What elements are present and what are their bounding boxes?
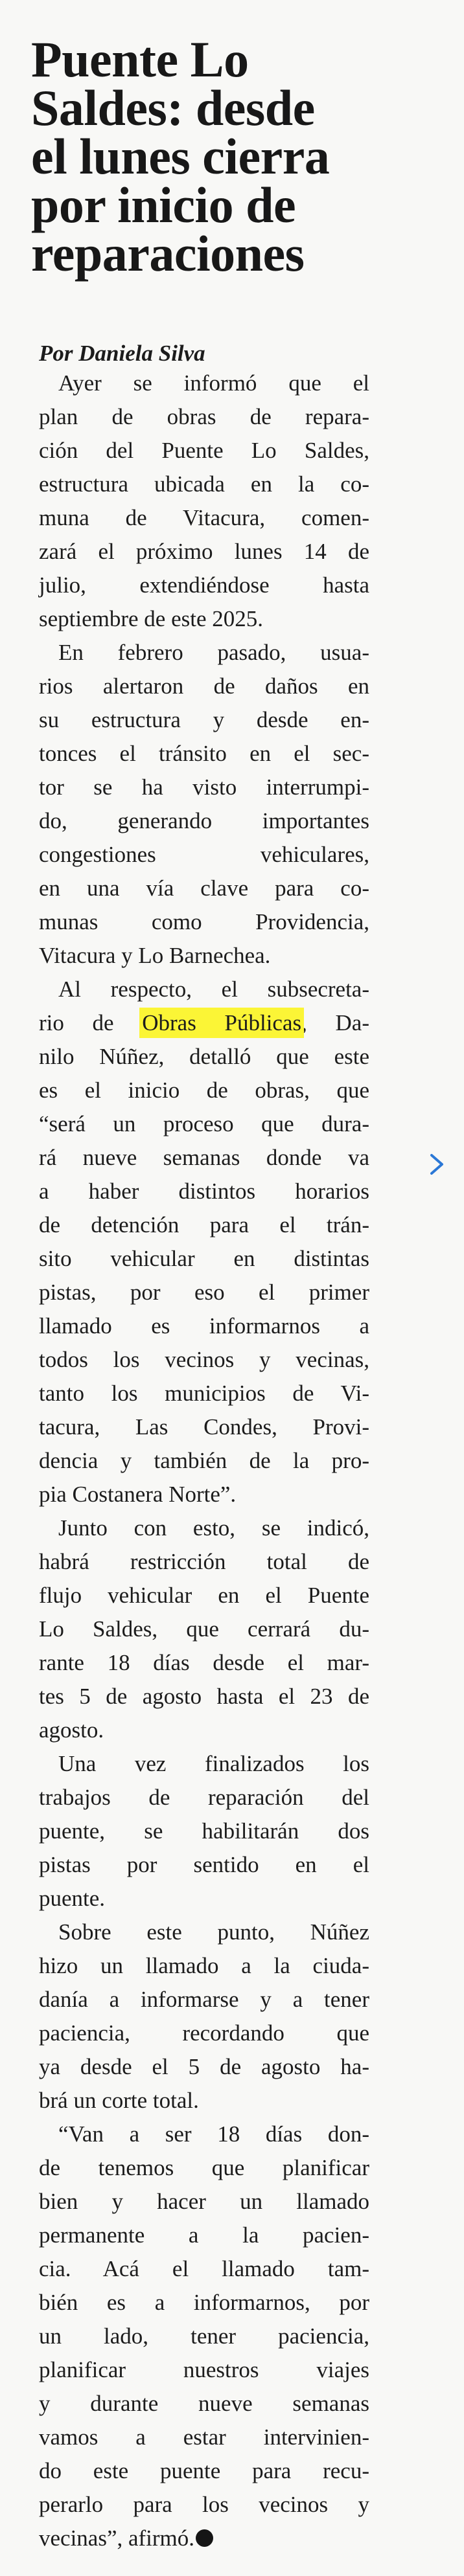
text-line: Al respecto, el subsecreta- [58,977,369,1002]
headline-line: Saldes: desde [31,80,315,136]
headline-line: Puente Lo [31,31,249,87]
byline: Por Daniela Silva [39,341,205,366]
headline-line: el lunes cierra [31,128,330,185]
text-line: zará el próximo lunes 14 de [39,539,369,564]
article-body [39,367,369,2555]
chevron-right-icon [425,1151,447,1177]
article-paragraph [39,973,369,1511]
text-segment: rio de [39,1010,143,1035]
text-line: vecinas”, afirmó. [39,2522,369,2555]
text-line: Vitacura y Lo Barnechea. [39,943,271,968]
text-line: rios alertaron de daños en [39,673,369,699]
headline [31,31,368,282]
text-line: “será un proceso que dura- [39,1111,369,1136]
text-line: en una vía clave para co- [39,876,369,901]
text-line: llamado es informarnos a [39,1313,369,1339]
text-line: su estructura y desde en- [39,707,369,732]
text-line: todos los vecinos y vecinas, [39,1347,369,1372]
article-paragraph [39,636,369,973]
text-line: Ayer se informó que el [58,370,369,396]
text-line: En febrero pasado, usua- [58,640,369,665]
text-line: julio, extendiéndose hasta [39,572,369,598]
text-line: bien y hacer un llamado [39,2189,369,2214]
highlighted-text: Obras Públicas [142,1010,302,1035]
text-line: agosto. [39,1717,104,1743]
text-line: de tenemos que planificar [39,2155,369,2180]
text-line: Junto con esto, se indicó, [58,1515,369,1541]
text-line: y durante nueve semanas [39,2391,369,2416]
text-line: rá nueve semanas donde va [39,1145,369,1170]
text-line: hizo un llamado a la ciuda- [39,1953,369,1978]
text-line: tor se ha visto interrumpi- [39,774,369,800]
text-line: do este puente para recu- [39,2458,369,2483]
end-of-article-icon [196,2529,213,2547]
text-segment: , Da- [301,1010,369,1035]
text-line: “Van a ser 18 días don- [58,2121,369,2147]
text-line: congestiones vehiculares, [39,842,369,867]
text-line: ción del Puente Lo Saldes, [39,438,369,463]
text-line: Lo Saldes, que cerrará du- [39,1616,369,1642]
text-line: plan de obras de repara- [39,404,369,429]
article-paragraph [39,1747,369,1915]
text-line: permanente a la pacien- [39,2222,369,2248]
text-line: paciencia, recordando que [39,2020,369,2046]
text-line: danía a informarse y a tener [39,1987,369,2012]
text-line: rante 18 días desde el mar- [39,1650,369,1675]
article-paragraph [39,367,369,636]
text-line: pistas, por eso el primer [39,1280,369,1305]
text-line: brá un corte total. [39,2088,199,2113]
text-line: vamos a estar intervinien- [39,2424,369,2450]
text-line: flujo vehicular en el Puente [39,1583,369,1608]
article-paragraph [39,1511,369,1747]
text-line: puente, se habilitarán dos [39,1818,369,1844]
text-line: pistas por sentido en el [39,1852,369,1877]
text-line: munas como Providencia, [39,909,369,934]
article-paragraph [39,1915,369,2118]
text-line: ya desde el 5 de agosto ha- [39,2054,369,2079]
text-line: bién es a informarnos, por [39,2290,369,2315]
text-line: es el inicio de obras, que [39,1078,369,1103]
text-line: Una vez finalizados los [58,1751,369,1776]
text-line: tanto los municipios de Vi- [39,1381,369,1406]
text-line: tes 5 de agosto hasta el 23 de [39,1684,369,1709]
text-line: a haber distintos horarios [39,1179,369,1204]
text-line: tacura, Las Condes, Provi- [39,1414,369,1440]
text-line: pia Costanera Norte”. [39,1482,237,1507]
text-line: muna de Vitacura, comen- [39,505,369,530]
text-line: sito vehicular en distintas [39,1246,369,1271]
headline-line: por inicio de [31,177,296,233]
next-page-button[interactable] [425,1151,447,1177]
text-line: un lado, tener paciencia, [39,2323,369,2349]
text-line: Sobre este punto, Núñez [58,1919,369,1945]
text-line: habrá restricción total de [39,1549,369,1574]
headline-line: reparaciones [31,225,305,282]
text-line: do, generando importantes [39,808,369,833]
text-line [39,1006,369,1040]
text-line: perarlo para los vecinos y [39,2492,369,2517]
text-line: nilo Núñez, detalló que este [39,1044,369,1069]
text-line: trabajos de reparación del [39,1785,369,1810]
text-line: estructura ubicada en la co- [39,471,369,497]
text-line: planificar nuestros viajes [39,2357,369,2382]
text-line: dencia y también de la pro- [39,1448,369,1473]
text-line: tonces el tránsito en el sec- [39,741,369,766]
text-line: septiembre de este 2025. [39,606,264,631]
text-line: puente. [39,1886,106,1911]
text-line: de detención para el trán- [39,1212,369,1237]
article-paragraph [39,2118,369,2555]
text-line: cia. Acá el llamado tam- [39,2256,369,2281]
